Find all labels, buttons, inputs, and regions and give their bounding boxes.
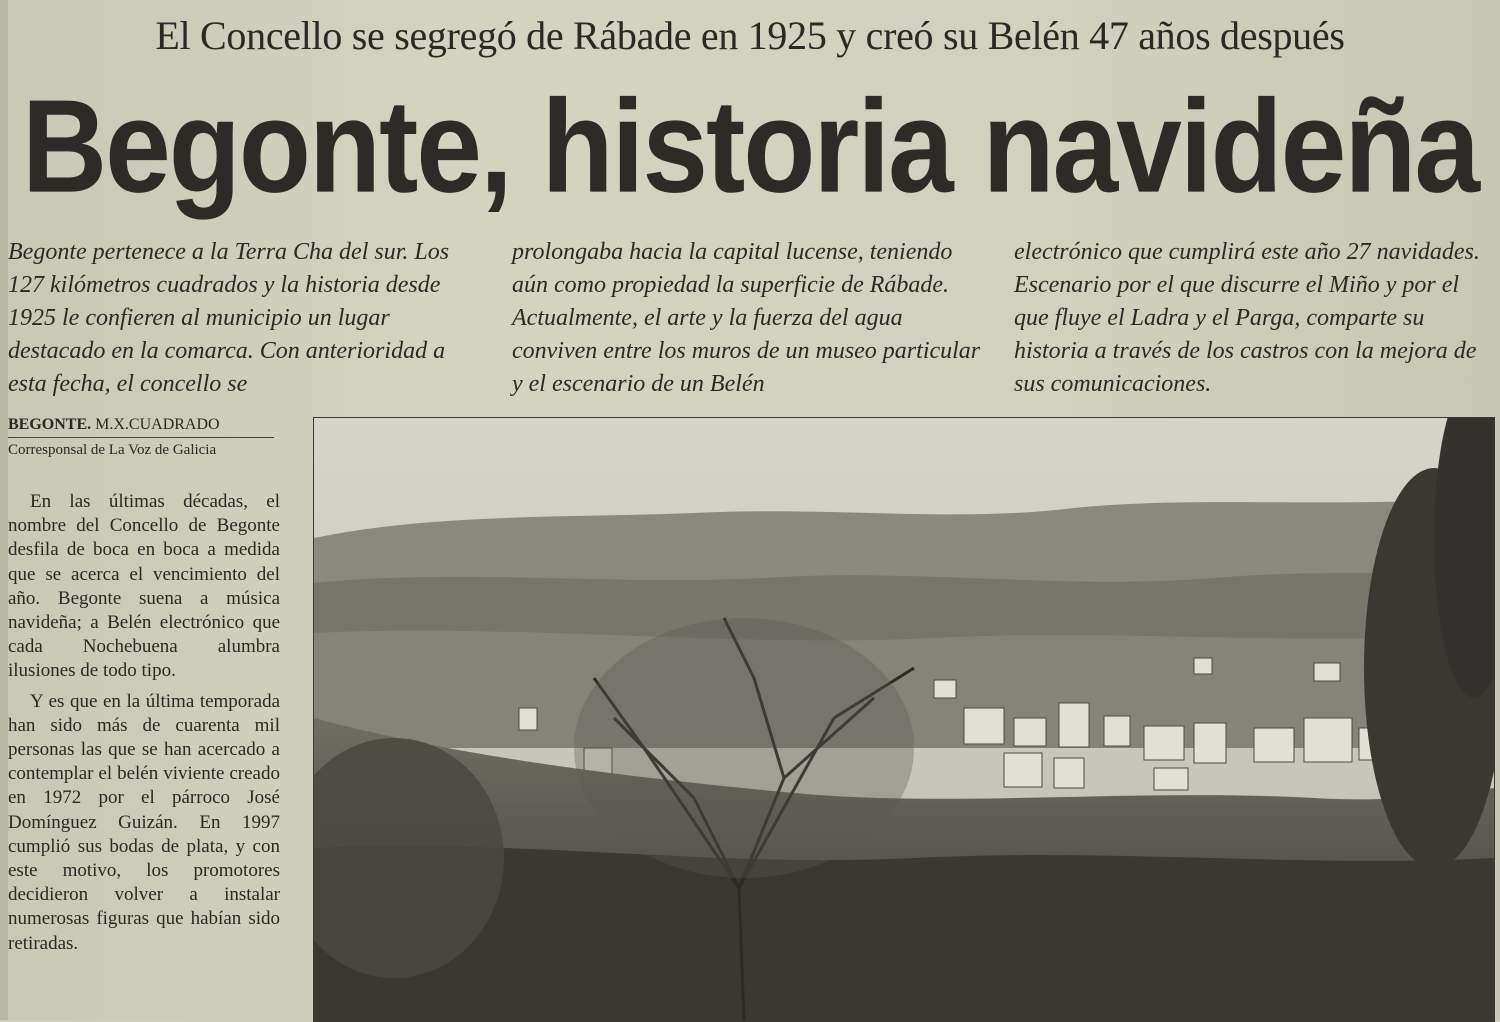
landscape-photo-drawing <box>314 418 1494 1021</box>
body-paragraph-1: En las últimas décadas, el nombre del Concello de Begonte desfila de boca en boca a medida que se acerca el vencimiento del año. Begonte suena a música navideña; a Belén electrónico que cada Nochebuena alumbra ilusiones de todo tipo. <box>8 491 280 682</box>
byline-place: BEGONTE. <box>8 416 92 433</box>
lede-column-1: Begonte pertenece a la Terra Cha del sur. Los 127 kilómetros cuadrados y la historia desde 1925 le confieren al municipio un lugar destacado en la comarca. Con anterioridad a esta fecha, el concello se <box>8 239 450 397</box>
article-body <box>8 490 280 962</box>
article-kicker: El Concello se segregó de Rábade en 1925 y creó su Belén 47 años después <box>155 13 1345 58</box>
article-headline: Begonte, historia navideña <box>21 72 1479 221</box>
byline-rule <box>8 437 274 438</box>
lede-column-3: electrónico que cumplirá este año 27 navidades. Escenario por el que discurre el Miño y por el que fluye el Ladra y el Parga, comparte su historia a través de los castros con la mejora de sus comunicaciones. <box>1014 239 1480 397</box>
landscape-photo <box>313 417 1495 1022</box>
byline-author: M.X.CUADRADO <box>95 416 220 433</box>
body-paragraph-2: Y es que en la última temporada han sido más de cuarenta mil personas las que se han acercado a contemplar el belén viviente creado en 1972 por el párroco José Domínguez Guizán. En 1997 cumplió sus bodas de plata, y con este motivo, los promotores decidieron volver a instalar numerosas figuras que habían sido retiradas. <box>8 690 280 954</box>
byline <box>8 416 274 459</box>
lede-column-2: prolongaba hacia la capital lucense, teniendo aún como propiedad la superficie de Rábade. Actualmente, el arte y la fuerza del agua conviven entre los muros de un museo particular y el escenario de un Belén <box>512 239 981 397</box>
byline-role: Corresponsal de La Voz de Galicia <box>8 442 217 458</box>
